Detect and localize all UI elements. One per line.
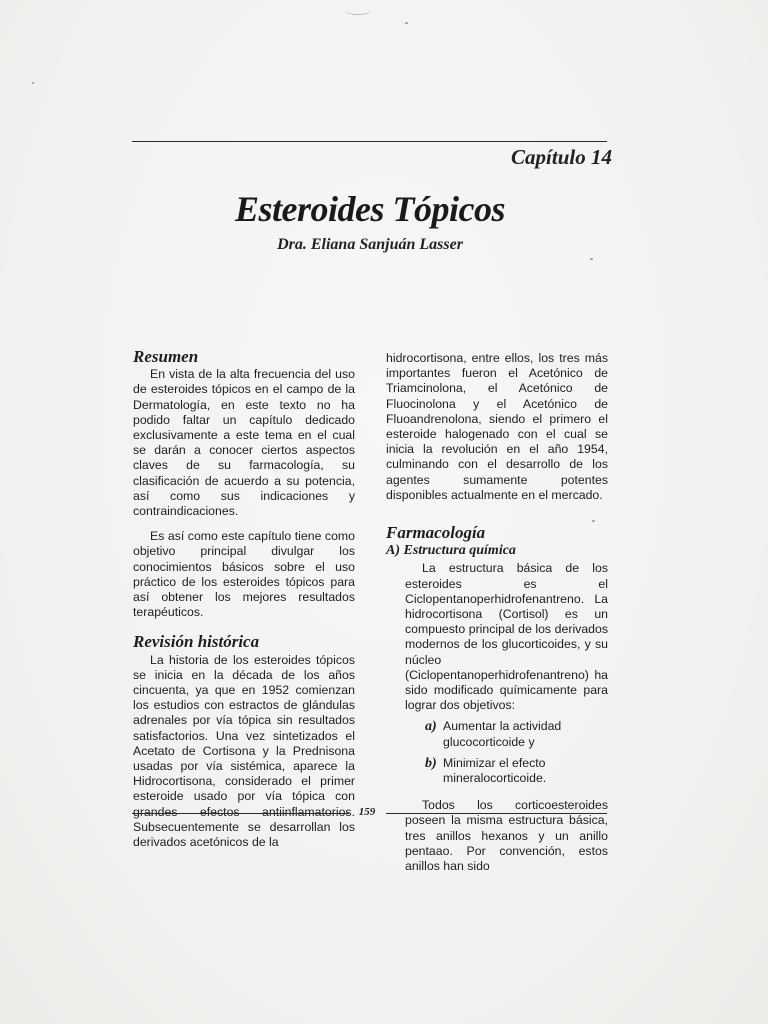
resumen-paragraph-1: En vista de la alta frecuencia del uso de esteroides tópicos en el campo de la Dermatología, en este texto no ha podido faltar un capítulo dedicado exclusivamente a este tema en el cual se darán a conocer ciertos aspectos claves de su farmacología, su clasificación de acuerdo a su potencia, así como sus indicaciones y contraindicaciones. [133,367,355,519]
author-name: Dra. Eliana Sanjuán Lasser [277,236,463,253]
revision-paragraph: La historia de los esteroides tópicos se inicia en la década de los años cincuenta, ya que en 1952 comienzan los estudios con estractos de glándulas adrenales por vía tópica sin resultados satisfactorios. Una vez sintetizados el Acetato de Cortisona y la Prednisona usadas por vía sistémica, aparece la Hidrocortisona, considerado el primer esteroide usado por vía tópica con grandes efectos antiinflamatorios. Subsecuentemente se desarrollan los derivados acetónicos de la [133,652,355,850]
scan-artifact [345,6,371,15]
header-rule [132,141,607,142]
page-title: Esteroides Tópicos [235,189,505,229]
chapter-label: Capítulo 14 [511,145,612,169]
list-text: Minimizar el efecto mineralocorticoide. [443,755,547,786]
page-number: 159 [358,806,376,818]
revision-heading: Revisión histórica [133,632,260,652]
scan-speck [405,22,408,24]
list-text: Aumentar la actividad glucocorticoide y [443,719,562,749]
scan-speck [32,82,34,84]
resumen-heading: Resumen [133,347,199,366]
resumen-paragraph-2: Es así como este capítulo tiene como objetivo principal divulgar los conocimientos básicos sobre el uso práctico de los esteroides tópicos para así obtener los mejores resultados terapéuticos. [133,529,355,620]
right-column [386,351,608,874]
list-marker: a) [425,719,437,735]
scan-speck [590,258,593,260]
footer-rule-left [132,813,349,814]
estructura-paragraph-1: La estructura básica de los esteroides es el Ciclopentanoperhidrofenantreno. La hidrocortisona (Cortisol) es un compuesto principal de los derivados modernos de los glucorticoides, y su núcleo (Ciclopentanoperhidrofenantreno) ha sido modificado químicamente para lograr dos objetivos: [405,561,608,713]
list-marker: b) [425,755,437,771]
footer-rule-right [386,813,607,814]
farmacologia-heading: Farmacología [386,523,486,543]
estructura-heading: A) Estructura química [386,543,516,559]
list-item [425,756,608,786]
list-item [425,719,608,749]
continued-paragraph: hidrocortisona, entre ellos, los tres más importantes fueron el Acetónico de Triamcinolona, el Acetónico de Fluocinolona y el Acetónico de Fluoandrenolona, siendo el primero el esteroide halogenado con el cual se inicia la revolución en el año 1954, culminando con el desarrollo de los agentes sumamente potentes disponibles actualmente en el mercado. [386,351,608,502]
left-column [133,349,355,850]
estructura-paragraph-2: Todos los corticoesteroides poseen la misma estructura básica, tres anillos hexanos y un anillo pentaao. Por convención, estos anillos han sido [405,798,608,874]
